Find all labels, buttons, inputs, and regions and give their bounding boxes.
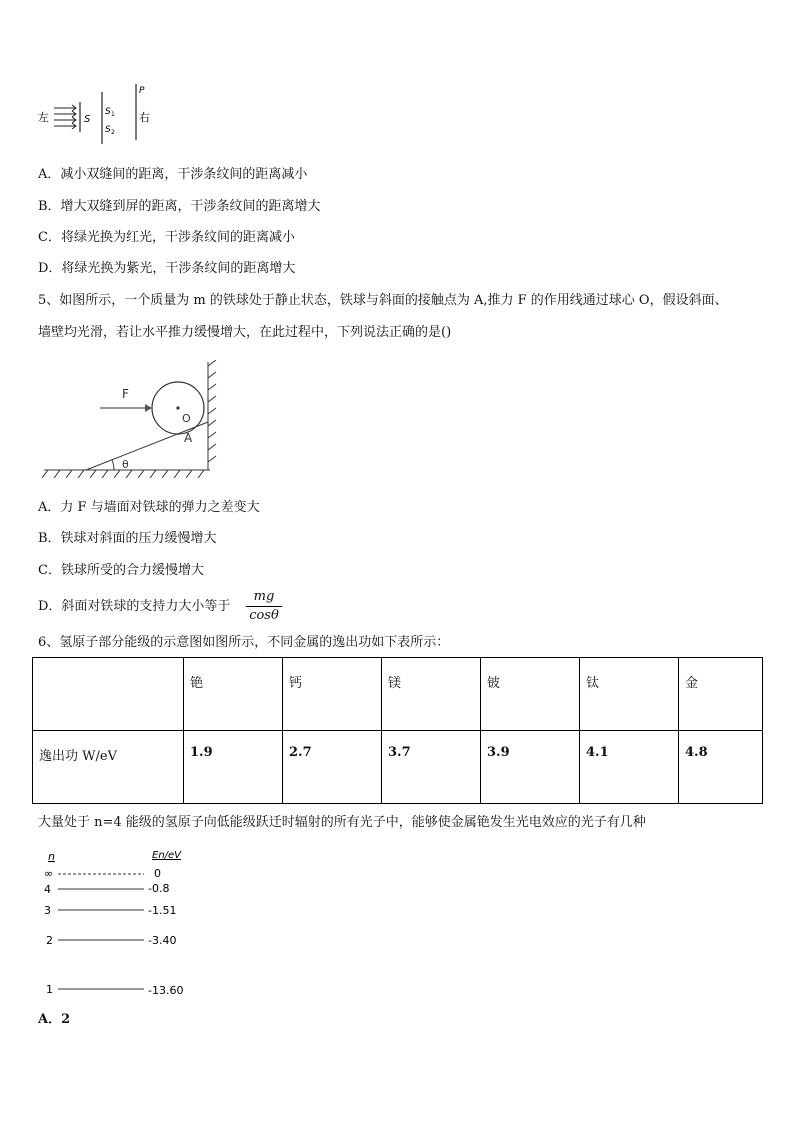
mg-over-cos-theta bbox=[246, 589, 282, 624]
level-energy-label: -0.8 bbox=[148, 882, 170, 895]
q6-option-a: A．2 bbox=[38, 1012, 71, 1027]
table-cell: 4.1 bbox=[580, 731, 679, 804]
theta-label: θ bbox=[122, 458, 129, 471]
level-energy-label: -1.51 bbox=[148, 904, 177, 917]
right-label: 右 bbox=[139, 111, 150, 124]
level-energy-label: 0 bbox=[154, 867, 161, 880]
table-cell: 3.7 bbox=[382, 731, 481, 804]
n-axis-label: n bbox=[48, 850, 55, 863]
s2-subscript: 2 bbox=[111, 129, 115, 136]
s2-label: S bbox=[105, 125, 111, 135]
table-header-cell: 铯 bbox=[184, 658, 283, 731]
level-energy-label: -13.60 bbox=[148, 984, 184, 997]
energy-level-diagram bbox=[40, 844, 210, 1004]
q6-intro: 6、氢原子部分能级的示意图如图所示，不同金属的逸出功如下表所示： bbox=[38, 635, 450, 650]
q5-stem-line2: 墙壁均光滑，若让水平推力缓慢增大，在此过程中，下列说法正确的是() bbox=[38, 325, 452, 340]
q4-option-d: D．将绿光换为紫光，干涉条纹间的距离增大 bbox=[38, 261, 296, 276]
level-n-label: 1 bbox=[46, 983, 53, 996]
table-header-cell: 金 bbox=[679, 658, 763, 731]
table-header-row bbox=[33, 658, 763, 731]
level-n-label: 2 bbox=[46, 934, 53, 947]
s1-label: S bbox=[105, 107, 111, 117]
table-header-cell: 铍 bbox=[481, 658, 580, 731]
energy-axis-label: En/eV bbox=[152, 850, 182, 861]
q5-option-c: C．铁球所受的合力缓慢增大 bbox=[38, 563, 204, 578]
fraction-denominator: cosθ bbox=[249, 608, 279, 623]
level-n-label: ∞ bbox=[44, 867, 54, 880]
force-f-label: F bbox=[122, 387, 129, 401]
level-n-label: 4 bbox=[44, 883, 51, 896]
q4-option-a: A．减小双缝间的距离，干涉条纹间的距离减小 bbox=[38, 167, 308, 182]
table-header-cell: 镁 bbox=[382, 658, 481, 731]
ball-center-dot bbox=[176, 406, 179, 409]
q5-stem-line1: 5、如图所示，一个质量为 m 的铁球处于静止状态，铁球与斜面的接触点为 A,推力 F 的作用线通过球心 O，假设斜面、 bbox=[38, 293, 728, 308]
table-header-cell: 钙 bbox=[283, 658, 382, 731]
q4-option-c: C．将绿光换为红光，干涉条纹间的距离减小 bbox=[38, 230, 295, 245]
q5-option-d: D．斜面对铁球的支持力大小等于 bbox=[38, 599, 231, 614]
q5-option-a: A．力 F 与墙面对铁球的弹力之差变大 bbox=[38, 500, 260, 515]
center-o-label: O bbox=[182, 412, 191, 425]
level-energy-label: -3.40 bbox=[148, 934, 177, 947]
q5-option-b: B．铁球对斜面的压力缓慢增大 bbox=[38, 531, 217, 546]
level-n-label: 3 bbox=[44, 904, 51, 917]
fraction-numerator: mg bbox=[253, 589, 275, 604]
table-cell: 4.8 bbox=[679, 731, 763, 804]
table-header-cell bbox=[33, 658, 184, 731]
wall-hatching bbox=[208, 360, 216, 470]
s1-subscript: 1 bbox=[111, 111, 115, 118]
work-function-table bbox=[32, 657, 763, 804]
table-row bbox=[33, 731, 763, 804]
contact-a-label: A bbox=[184, 431, 193, 445]
table-cell: 3.9 bbox=[481, 731, 580, 804]
table-row-label: 逸出功 W/eV bbox=[33, 731, 184, 804]
force-f-arrowhead bbox=[145, 404, 152, 412]
left-label: 左 bbox=[38, 111, 49, 124]
theta-arc bbox=[112, 460, 114, 470]
single-slit-label: S bbox=[84, 114, 91, 125]
table-cell: 1.9 bbox=[184, 731, 283, 804]
light-arrows bbox=[54, 105, 76, 129]
fraction-bar bbox=[246, 606, 282, 607]
q6-question: 大量处于 n=4 能级的氢原子向低能级跃迁时辐射的所有光子中，能够使金属铯发生光电效应的光子有几种 bbox=[38, 815, 646, 830]
incline-ball-figure bbox=[42, 360, 222, 485]
table-header-cell: 钛 bbox=[580, 658, 679, 731]
double-slit-diagram bbox=[36, 84, 166, 144]
ground-hatching bbox=[42, 470, 210, 478]
q4-option-b: B．增大双缝到屏的距离，干涉条纹间的距离增大 bbox=[38, 199, 321, 214]
table-cell: 2.7 bbox=[283, 731, 382, 804]
p-label: P bbox=[139, 86, 145, 96]
incline-wedge bbox=[86, 422, 208, 470]
